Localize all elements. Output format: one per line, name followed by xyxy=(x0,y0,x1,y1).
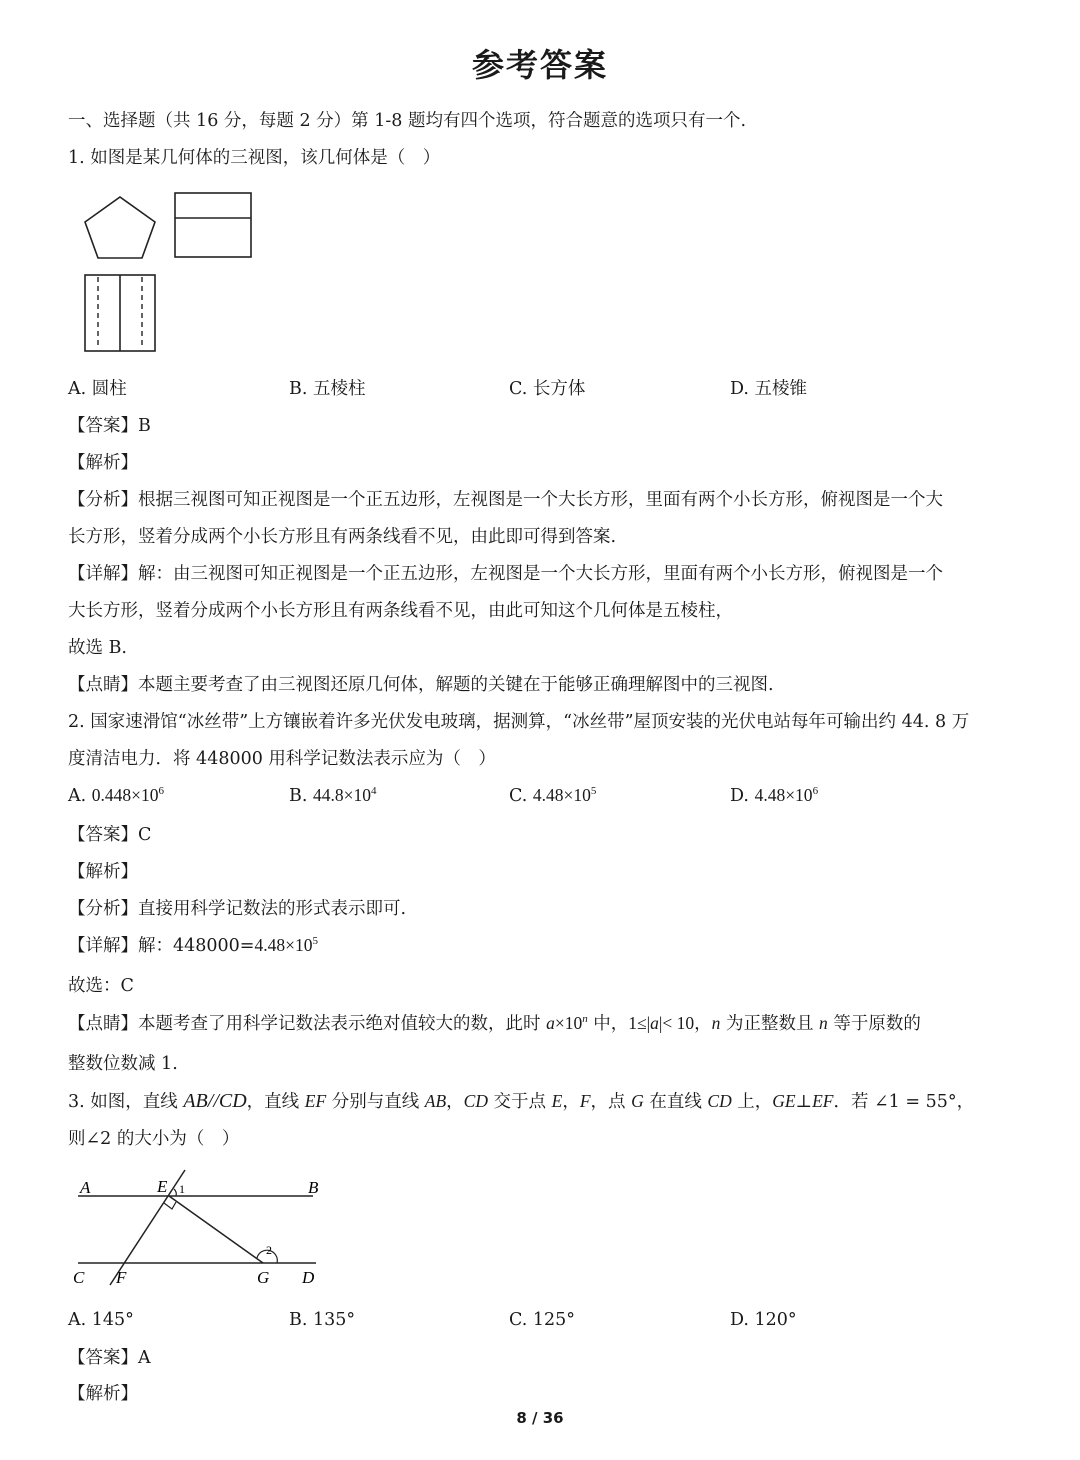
q2-comment-line2: 整数位数减 1. xyxy=(68,1054,178,1074)
label-f: F xyxy=(116,1268,127,1287)
label-e: E xyxy=(157,1177,168,1196)
section-heading: 一、选择题（共 16 分，每题 2 分）第 1-8 题均有四个选项，符合题意的选项只有一个. xyxy=(68,111,747,131)
q2-analysis: 【分析】直接用科学记数法的形式表示即可. xyxy=(68,899,407,919)
front-view-pentagon xyxy=(85,197,155,258)
q3-option-d: D. 120° xyxy=(730,1310,797,1330)
q2-option-c: C. $4.48\times 10^5$ xyxy=(509,785,597,806)
label-a: A xyxy=(80,1178,91,1197)
q1-detail-line1: 【详解】解：由三视图可知正视图是一个正五边形，左视图是一个大长方形，里面有两个小长方形，俯视图是一个 xyxy=(68,564,943,584)
q1-option-d: D. 五棱锥 xyxy=(730,379,808,399)
q3-answer: 【答案】A xyxy=(68,1348,151,1368)
q1-jiexi-label: 【解析】 xyxy=(68,453,138,473)
q3-option-b: B. 135° xyxy=(289,1310,356,1330)
line-ge xyxy=(169,1196,263,1263)
right-angle-mark xyxy=(164,1202,176,1209)
q2-option-a: A. $0.448\times 10^6$ xyxy=(68,785,165,806)
q1-option-a: A. 圆柱 xyxy=(68,379,127,399)
q2-stem-line2: 度清洁电力．将 448000 用科学记数法表示应为（ ） xyxy=(68,749,496,769)
q2-comment-line1: 【点睛】本题考查了用科学记数法表示绝对值较大的数，此时 $a\times 10^n$ 中，1≤|a|< 10，n 为正整数且 n 等于原数的 xyxy=(68,1013,921,1034)
q1-analysis-line1: 【分析】根据三视图可知正视图是一个正五边形，左视图是一个大长方形，里面有两个小长方形，俯视图是一个大 xyxy=(68,490,943,510)
label-angle-1: 1 xyxy=(179,1182,185,1196)
q1-three-view-figure xyxy=(75,185,265,360)
q1-choice: 故选 B. xyxy=(68,638,127,658)
q3-parallel-lines-figure xyxy=(68,1165,338,1295)
q2-stem-line1: 2. 国家速滑馆“冰丝带”上方镶嵌着许多光伏发电玻璃，据测算，“冰丝带”屋顶安装的光伏电站每年可输出约 44. 8 万 xyxy=(68,712,970,732)
label-c: C xyxy=(73,1268,85,1287)
q2-option-d: D. $4.48\times 10^6$ xyxy=(730,785,819,806)
q3-option-c: C. 125° xyxy=(509,1310,576,1330)
label-g: G xyxy=(257,1268,270,1287)
label-d: D xyxy=(302,1268,315,1287)
q2-option-b: B. $44.8\times 10^4$ xyxy=(289,785,377,806)
q2-detail: 【详解】解：$448000=4.48\times 10^5$ xyxy=(68,935,318,956)
side-view-rectangle xyxy=(175,193,251,257)
q3-jiexi-label: 【解析】 xyxy=(68,1384,138,1404)
q1-detail-line2: 大长方形，竖着分成两个小长方形且有两条线看不见，由此可知这个几何体是五棱柱， xyxy=(68,601,733,621)
page-title: 参考答案 xyxy=(471,46,608,84)
q1-answer: 【答案】B xyxy=(68,416,151,436)
q3-stem-line1: 3. 如图，直线 AB//CD，直线 EF 分别与直线 AB，CD 交于点 E，F，点 G 在直线 CD 上，GE⊥EF．若 ∠1 = 55°， xyxy=(68,1090,975,1112)
q1-analysis-line2: 长方形，竖着分成两个小长方形且有两条线看不见，由此即可得到答案. xyxy=(68,527,617,547)
angle-1-arc xyxy=(174,1189,176,1196)
q1-option-b: B. 五棱柱 xyxy=(289,379,366,399)
q2-answer: 【答案】C xyxy=(68,825,152,845)
q3-option-a: A. 145° xyxy=(68,1310,134,1330)
q1-stem: 1. 如图是某几何体的三视图，该几何体是（ ） xyxy=(68,148,441,168)
q1-option-c: C. 长方体 xyxy=(509,379,586,399)
q2-jiexi-label: 【解析】 xyxy=(68,862,138,882)
q1-comment: 【点睛】本题主要考查了由三视图还原几何体，解题的关键在于能够正确理解图中的三视图. xyxy=(68,675,774,695)
label-b: B xyxy=(308,1178,319,1197)
q2-choice: 故选：C xyxy=(68,976,134,996)
q3-stem-line2: 则∠2 的大小为（ ） xyxy=(68,1129,240,1149)
page-number: 8 / 36 xyxy=(516,1409,564,1427)
label-angle-2: 2 xyxy=(266,1243,272,1257)
